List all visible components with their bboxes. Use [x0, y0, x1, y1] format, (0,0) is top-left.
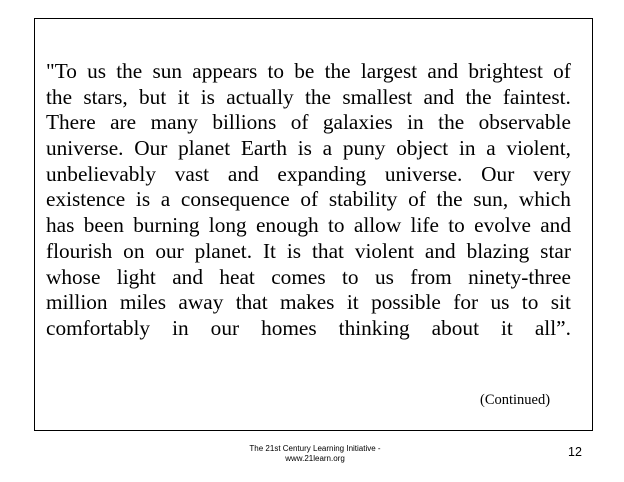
footer-credit [220, 444, 410, 464]
quote-line: existence is a consequence of stability of the sun, which [46, 187, 571, 212]
quote-line: million miles away that makes it possible for us to sit [46, 290, 571, 315]
quote-line: universe. Our planet Earth is a puny object in a violent, [46, 136, 571, 161]
quote-line: the stars, but it is actually the smallest and the faintest. [46, 84, 571, 109]
continued-label: (Continued) [480, 392, 551, 408]
quote-line: comfortably in our homes thinking about it all”. [46, 315, 571, 340]
page-number: 12 [568, 445, 582, 459]
quote-line: "To us the sun appears to be the largest and brightest of [46, 59, 571, 83]
footer-line-2: www.21learn.org [285, 454, 345, 463]
quote-line: unbelievably vast and expanding universe. Our very [46, 161, 571, 186]
footer-line-1: The 21st Century Learning Initiative - [249, 444, 381, 453]
quote-line: flourish on our planet. It is that violent and blazing star [46, 238, 571, 263]
quote-line: There are many billions of galaxies in the observable [46, 110, 571, 135]
quote-text [46, 59, 571, 342]
quote-line: whose light and heat comes to us from ninety-three [46, 264, 571, 289]
quote-line: has been burning long enough to allow life to evolve and [46, 213, 571, 238]
